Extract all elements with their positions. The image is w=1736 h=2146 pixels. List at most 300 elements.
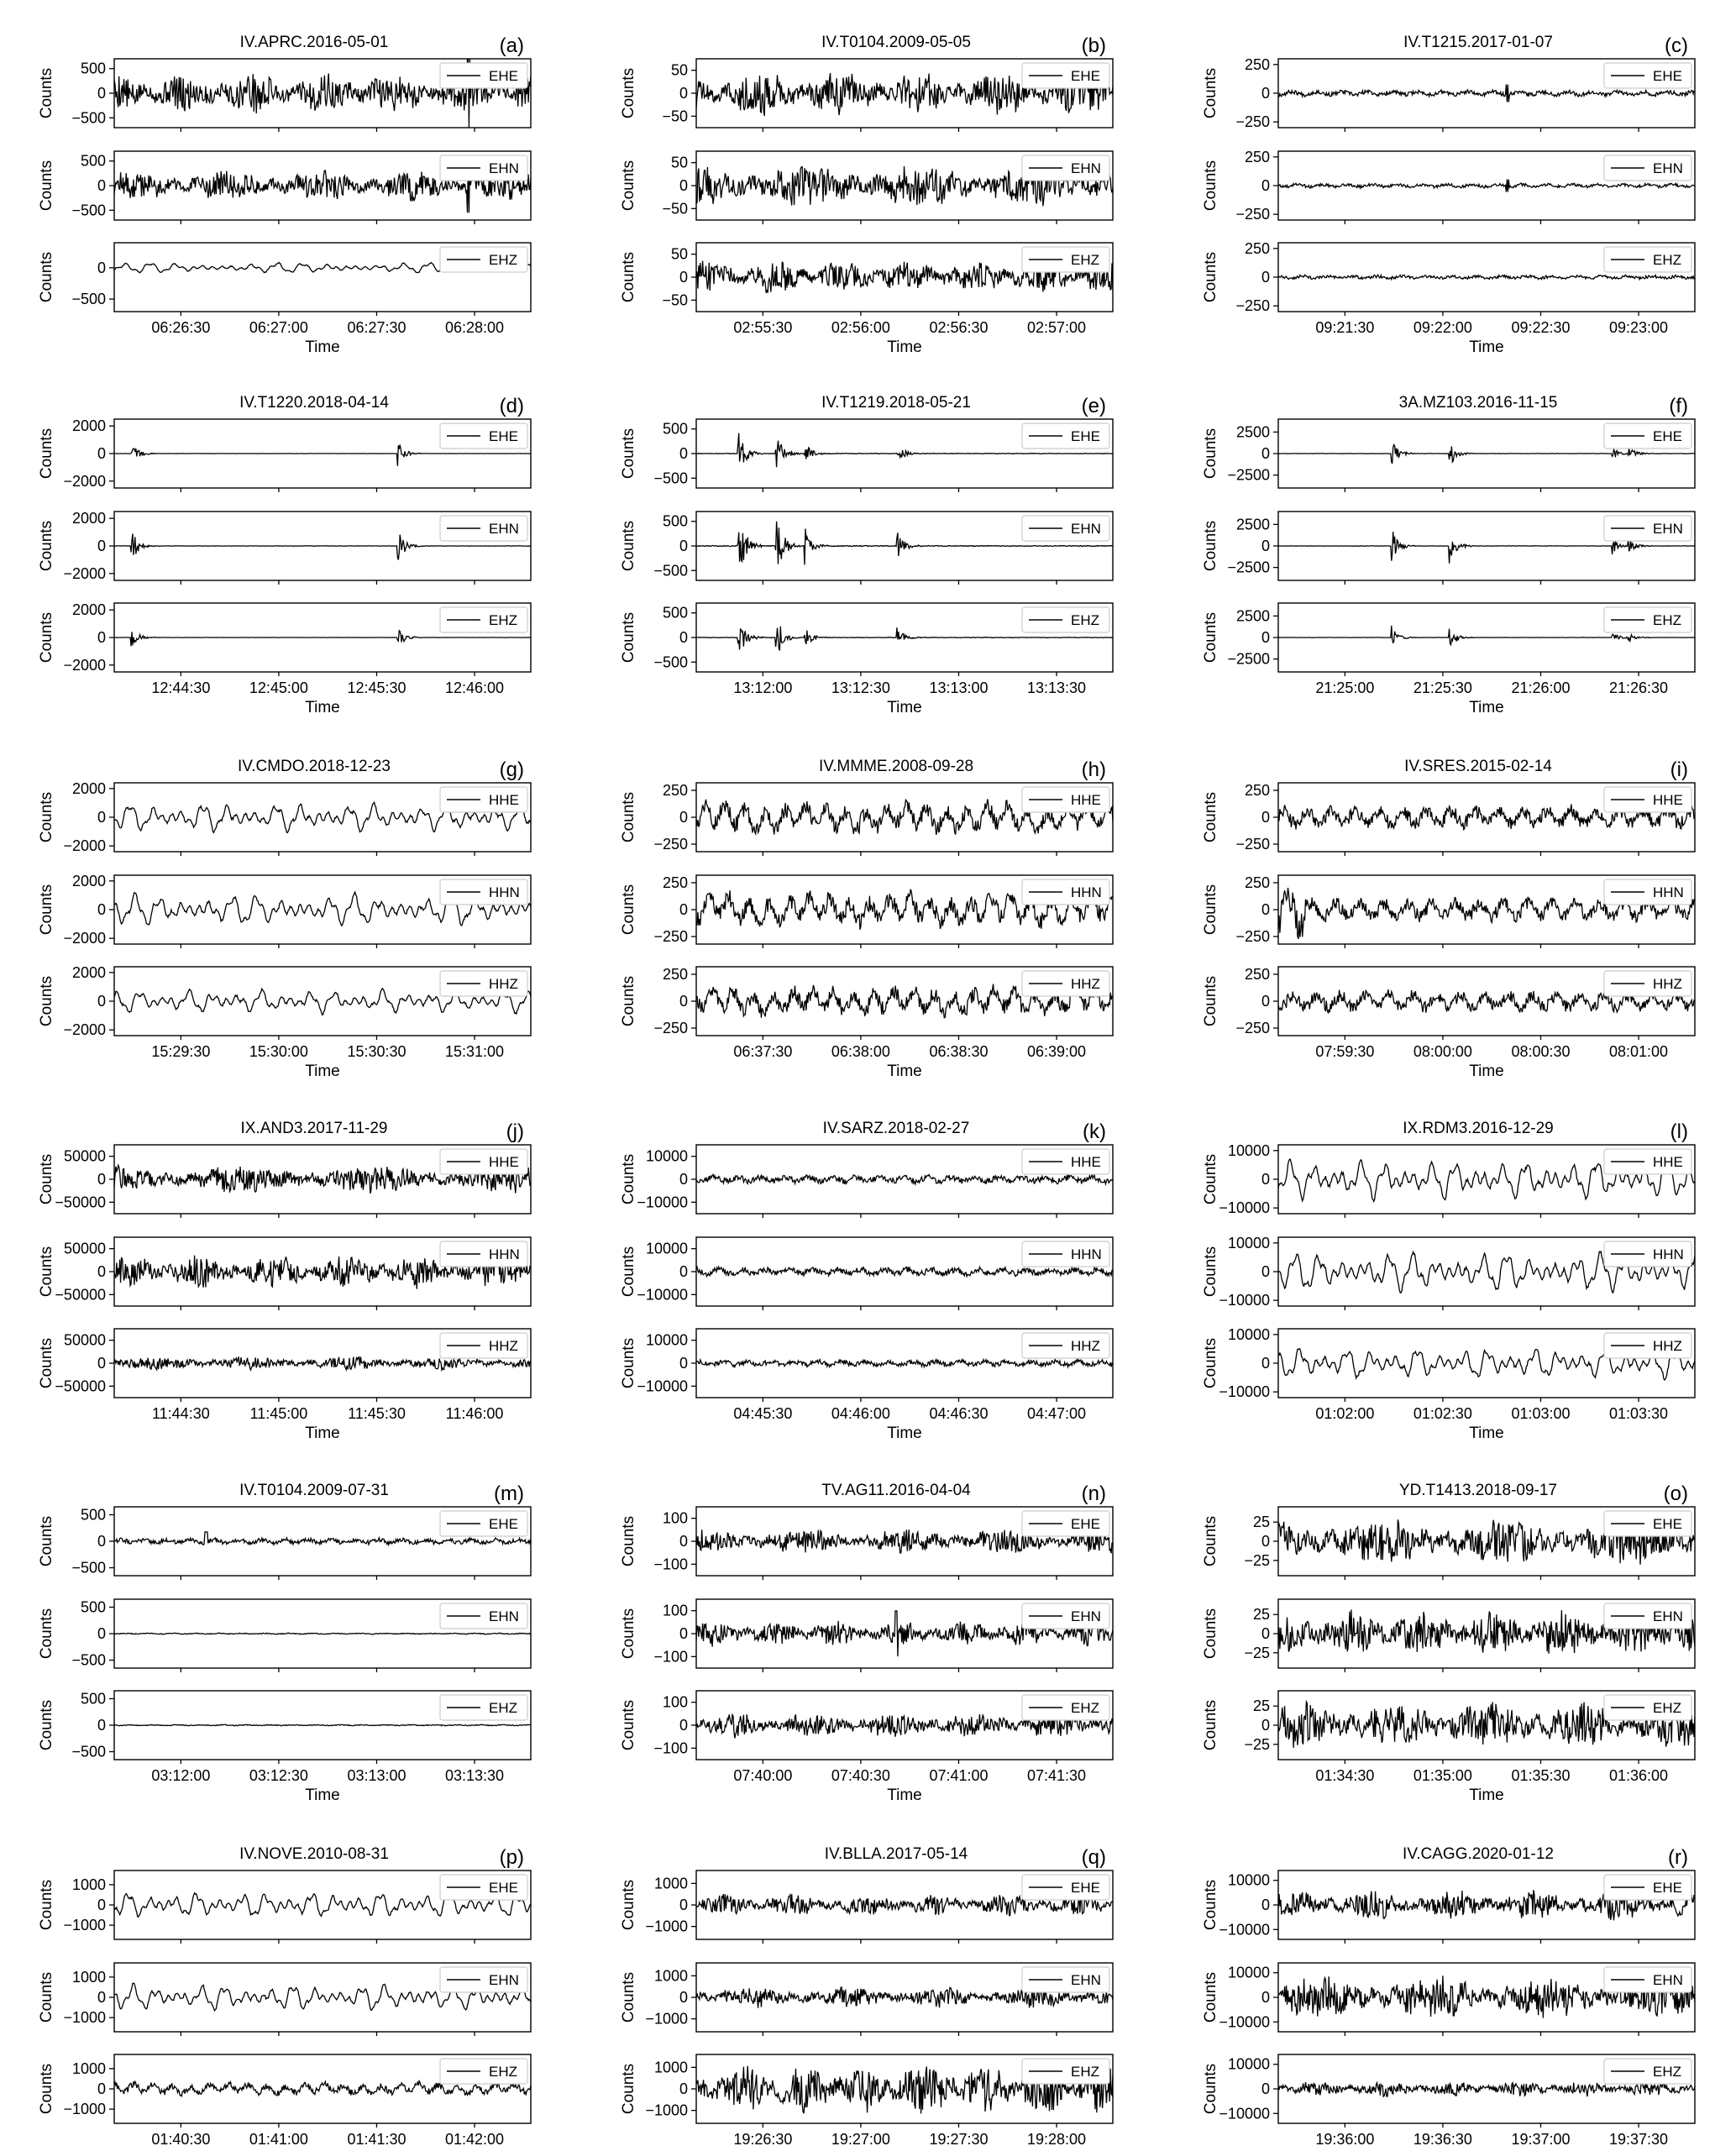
legend: [1022, 787, 1109, 812]
waveform-hhn: [696, 1267, 1113, 1277]
y-tick-label: −10000: [637, 1194, 688, 1211]
x-tick-label: 21:26:00: [1511, 679, 1571, 696]
panel-label: (p): [499, 1846, 524, 1869]
y-tick-label: 0: [97, 177, 106, 194]
y-axis-label: Counts: [38, 160, 55, 212]
x-tick-label: 09:23:00: [1609, 319, 1669, 336]
panel-label: (j): [506, 1120, 524, 1143]
y-tick-label: 0: [679, 809, 688, 826]
legend-label: HHE: [489, 1154, 519, 1170]
y-tick-label: 1000: [71, 2059, 106, 2077]
y-axis-label: Counts: [620, 1337, 637, 1389]
legend-label: EHZ: [1071, 252, 1099, 268]
y-tick-label: −500: [653, 562, 688, 580]
y-tick-label: 0: [679, 1263, 688, 1280]
y-axis-label: Counts: [38, 611, 55, 664]
legend: [1604, 63, 1691, 88]
x-tick-label: 04:46:00: [831, 1405, 890, 1422]
y-tick-label: 0: [97, 993, 106, 1010]
y-tick-label: −10000: [637, 1286, 688, 1304]
subplot-title: IV.BLLA.2017-05-14: [824, 1845, 968, 1863]
subplot-title: IV.T0104.2009-07-31: [239, 1482, 389, 1499]
legend-label: EHE: [1071, 68, 1100, 84]
legend: [1022, 155, 1109, 181]
y-tick-label: 0: [1261, 1171, 1270, 1188]
channel-hhz: [38, 964, 531, 1040]
legend-label: HHZ: [1653, 1338, 1682, 1354]
legend-label: EHE: [489, 428, 518, 444]
y-tick-label: −50: [662, 108, 688, 125]
x-axis-label: Time: [1469, 1425, 1504, 1442]
x-tick-label: 06:27:00: [249, 319, 308, 336]
y-axis-label: Counts: [1202, 975, 1219, 1027]
y-tick-label: 0: [1261, 809, 1270, 826]
legend-label: HHE: [1653, 792, 1683, 808]
x-axis-label: Time: [887, 1063, 922, 1080]
y-axis-label: Counts: [38, 251, 55, 303]
x-tick-label: 11:44:30: [151, 1405, 210, 1422]
channel-ehn: [620, 512, 1113, 585]
x-axis-label: Time: [1469, 1063, 1504, 1080]
legend: [1604, 1333, 1691, 1358]
y-axis-label: Counts: [620, 1246, 637, 1298]
y-tick-label: 25: [1252, 1606, 1270, 1624]
y-tick-label: −2000: [63, 930, 106, 947]
channel-hhe: [1202, 1142, 1695, 1218]
legend-label: EHN: [1653, 521, 1683, 537]
x-tick-label: 13:12:00: [733, 679, 793, 696]
panel-label: (a): [499, 34, 524, 57]
x-tick-label: 08:00:30: [1511, 1043, 1571, 1060]
subplot-title: IV.T1215.2017-01-07: [1403, 34, 1553, 51]
y-axis-label: Counts: [38, 1608, 55, 1660]
panel-label: (r): [1668, 1846, 1688, 1869]
y-tick-label: −250: [1235, 206, 1270, 223]
y-tick-label: 1000: [653, 2059, 688, 2076]
legend: [440, 247, 527, 272]
legend-label: EHE: [1071, 428, 1100, 444]
y-tick-label: −10000: [1219, 1921, 1270, 1939]
y-tick-label: 0: [1261, 445, 1270, 462]
y-tick-label: 10000: [645, 1331, 688, 1349]
legend-label: EHN: [489, 1608, 519, 1624]
y-tick-label: 0: [97, 1263, 106, 1280]
y-axis-label: Counts: [38, 975, 55, 1027]
y-tick-label: −100: [653, 1648, 688, 1666]
y-tick-label: −250: [1235, 928, 1270, 946]
y-tick-label: −500: [71, 109, 106, 127]
legend-label: EHE: [1653, 1880, 1682, 1896]
legend-label: HHN: [1653, 884, 1684, 900]
subplot-title: IV.SRES.2015-02-14: [1404, 758, 1552, 775]
x-tick-label: 02:57:00: [1027, 319, 1087, 336]
y-axis-label: Counts: [1202, 791, 1219, 843]
legend: [1604, 516, 1691, 541]
channel-ehe: [620, 1507, 1113, 1580]
subplot-title: IV.NOVE.2010-08-31: [239, 1845, 389, 1863]
x-tick-label: 09:21:30: [1315, 319, 1375, 336]
x-tick-label: 01:03:00: [1511, 1405, 1571, 1422]
y-tick-label: 0: [97, 629, 106, 646]
y-tick-label: 0: [97, 2080, 106, 2097]
y-tick-label: 25: [1252, 1514, 1270, 1531]
legend-label: EHZ: [489, 2064, 517, 2080]
y-tick-label: 0: [679, 1717, 688, 1734]
y-axis-label: Counts: [1202, 884, 1219, 936]
y-tick-label: 0: [679, 1625, 688, 1642]
y-axis-label: Counts: [1202, 1699, 1219, 1751]
y-axis-label: Counts: [38, 1153, 55, 1205]
y-tick-label: −250: [1235, 113, 1270, 131]
legend: [1604, 247, 1691, 272]
y-tick-label: 250: [662, 874, 688, 891]
channel-ehe: [620, 419, 1113, 492]
x-tick-label: 19:37:00: [1511, 2131, 1571, 2146]
legend-label: EHN: [1653, 160, 1683, 176]
y-axis-label: Counts: [38, 1971, 55, 2023]
x-tick-label: 19:37:30: [1609, 2131, 1669, 2146]
y-tick-label: 0: [679, 269, 688, 286]
y-tick-label: −1000: [645, 2010, 688, 2028]
y-axis-label: Counts: [38, 2063, 55, 2115]
x-tick-label: 01:03:30: [1609, 1405, 1669, 1422]
y-tick-label: 50: [670, 245, 688, 263]
channel-hhz: [1202, 966, 1695, 1040]
y-tick-label: 0: [97, 901, 106, 918]
legend-label: EHN: [1653, 1972, 1683, 1988]
legend-label: EHE: [1653, 428, 1682, 444]
x-tick-label: 06:27:30: [347, 319, 406, 336]
x-tick-label: 01:02:30: [1413, 1405, 1472, 1422]
subplot-c: [1202, 34, 1695, 356]
y-tick-label: 0: [679, 901, 688, 918]
y-axis-label: Counts: [1202, 1153, 1219, 1205]
legend-label: EHZ: [1071, 1700, 1099, 1716]
legend: [1022, 1603, 1109, 1629]
channel-ehn: [1202, 1963, 1695, 2036]
channel-ehe: [1202, 56, 1695, 132]
x-axis-label: Time: [1469, 699, 1504, 716]
channel-ehz: [620, 2054, 1113, 2128]
y-tick-label: −10000: [1219, 1383, 1270, 1401]
y-tick-label: 1000: [653, 1875, 688, 1892]
x-tick-label: 02:56:30: [929, 319, 989, 336]
legend: [440, 423, 527, 449]
legend: [1022, 1333, 1109, 1358]
y-tick-label: 50000: [63, 1331, 106, 1349]
y-axis-label: Counts: [620, 251, 637, 303]
y-axis-label: Counts: [1202, 428, 1219, 480]
waveform-ehn: [114, 1633, 531, 1634]
legend-label: EHZ: [1653, 252, 1681, 268]
x-tick-label: 12:44:30: [151, 679, 211, 696]
y-tick-label: 500: [662, 604, 688, 622]
y-tick-label: −500: [71, 1743, 106, 1760]
x-tick-label: 07:40:00: [733, 1767, 793, 1784]
subplot-j: [38, 1120, 531, 1442]
y-axis-label: Counts: [1202, 520, 1219, 572]
subplot-b: [620, 34, 1113, 356]
channel-ehe: [38, 1506, 531, 1580]
y-tick-label: −250: [653, 836, 688, 853]
legend-label: EHE: [1653, 68, 1682, 84]
legend-label: HHZ: [1071, 1338, 1100, 1354]
legend: [1022, 247, 1109, 272]
channel-hhz: [620, 1329, 1113, 1402]
legend: [1604, 423, 1691, 449]
channel-ehz: [38, 1690, 531, 1764]
panel-label: (l): [1670, 1120, 1688, 1143]
legend: [1604, 1695, 1691, 1720]
y-tick-label: −100: [653, 1739, 688, 1757]
y-axis-label: Counts: [1202, 1608, 1219, 1660]
y-axis-label: Counts: [1202, 67, 1219, 119]
y-axis-label: Counts: [38, 1515, 55, 1567]
x-tick-label: 01:35:30: [1511, 1767, 1571, 1784]
x-tick-label: 15:30:00: [249, 1043, 308, 1060]
panel-label: (b): [1081, 34, 1106, 57]
y-axis-label: Counts: [620, 428, 637, 480]
y-tick-label: −25: [1244, 1644, 1270, 1661]
subplot-r: [1202, 1845, 1695, 2146]
panel-label: (e): [1081, 395, 1106, 417]
y-axis-label: Counts: [38, 520, 55, 572]
x-tick-label: 09:22:00: [1413, 319, 1472, 336]
legend: [1022, 2059, 1109, 2084]
y-tick-label: −250: [1235, 297, 1270, 315]
y-tick-label: 0: [1261, 269, 1270, 286]
y-tick-label: 0: [1261, 85, 1270, 102]
x-tick-label: 01:36:00: [1609, 1767, 1669, 1784]
x-tick-label: 03:12:30: [249, 1767, 308, 1784]
y-axis-label: Counts: [1202, 1515, 1219, 1567]
y-tick-label: 50000: [63, 1240, 106, 1257]
legend-label: HHN: [1071, 1246, 1102, 1262]
legend-label: EHN: [1071, 160, 1101, 176]
legend: [440, 1333, 527, 1358]
y-axis-label: Counts: [620, 67, 637, 119]
y-tick-label: 100: [662, 1602, 688, 1619]
x-tick-label: 12:46:00: [445, 679, 505, 696]
subplot-d: [38, 394, 531, 716]
legend: [440, 516, 527, 541]
y-axis-label: Counts: [620, 611, 637, 664]
legend: [1022, 516, 1109, 541]
y-tick-label: −500: [653, 653, 688, 671]
subplot-title: IV.T1219.2018-05-21: [821, 394, 971, 412]
legend: [1022, 1967, 1109, 1992]
y-axis-label: Counts: [38, 884, 55, 936]
y-tick-label: 0: [679, 1989, 688, 2006]
y-tick-label: −500: [71, 1559, 106, 1577]
legend-label: HHE: [489, 792, 519, 808]
legend: [1604, 787, 1691, 812]
subplot-k: [620, 1120, 1113, 1442]
channel-hhn: [38, 873, 531, 948]
y-tick-label: 250: [1244, 781, 1270, 799]
x-tick-label: 07:41:30: [1027, 1767, 1087, 1784]
x-tick-label: 01:35:00: [1413, 1767, 1472, 1784]
y-tick-label: −10000: [1219, 1292, 1270, 1309]
subplot-title: IV.CMDO.2018-12-23: [237, 758, 391, 775]
y-tick-label: 500: [80, 1690, 106, 1708]
x-tick-label: 03:12:00: [151, 1767, 211, 1784]
panel-label: (q): [1081, 1846, 1106, 1869]
x-tick-label: 01:02:00: [1315, 1405, 1375, 1422]
channel-ehe: [1202, 1507, 1695, 1580]
y-tick-label: 0: [1261, 538, 1270, 554]
legend-label: HHZ: [489, 976, 518, 992]
y-tick-label: 0: [1261, 993, 1270, 1010]
legend: [440, 1511, 527, 1536]
x-tick-label: 04:45:30: [733, 1405, 793, 1422]
subplot-l: [1202, 1120, 1695, 1442]
x-tick-label: 15:29:30: [151, 1043, 211, 1060]
x-axis-label: Time: [305, 1425, 340, 1442]
legend: [440, 607, 527, 632]
y-tick-label: 10000: [1227, 1871, 1270, 1889]
y-axis-label: Counts: [1202, 1246, 1219, 1298]
channel-ehe: [38, 417, 531, 492]
y-tick-label: −500: [71, 1651, 106, 1669]
legend-label: EHZ: [1653, 612, 1681, 628]
y-tick-label: −10000: [1219, 2105, 1270, 2122]
y-tick-label: −2000: [63, 472, 106, 490]
x-axis-label: Time: [887, 1425, 922, 1442]
channel-hhe: [620, 1145, 1113, 1218]
waveform-hhz: [114, 1356, 531, 1370]
x-tick-label: 08:01:00: [1609, 1043, 1669, 1060]
y-tick-label: −2000: [63, 837, 106, 855]
subplot-n: [620, 1482, 1113, 1804]
y-axis-label: Counts: [620, 1971, 637, 2023]
x-axis-label: Time: [887, 338, 922, 356]
y-tick-label: 250: [1244, 874, 1270, 891]
y-tick-label: 500: [80, 60, 106, 77]
subplot-title: IX.AND3.2017-11-29: [240, 1120, 388, 1137]
y-tick-label: −25: [1244, 1735, 1270, 1753]
y-tick-label: −10000: [637, 1377, 688, 1395]
y-tick-label: 0: [679, 2080, 688, 2097]
x-tick-label: 11:45:00: [249, 1405, 308, 1422]
y-axis-label: Counts: [1202, 1337, 1219, 1389]
legend-label: EHZ: [489, 252, 517, 268]
x-tick-label: 12:45:00: [249, 679, 308, 696]
y-tick-label: 25: [1252, 1697, 1270, 1715]
y-tick-label: −2500: [1227, 650, 1270, 668]
y-tick-label: 0: [679, 538, 688, 554]
y-tick-label: 10000: [645, 1240, 688, 1257]
legend-label: EHE: [489, 1880, 518, 1896]
subplot-h: [620, 758, 1113, 1080]
legend-label: EHN: [489, 160, 519, 176]
subplot-title: IV.T1220.2018-04-14: [239, 394, 389, 412]
y-tick-label: −1000: [645, 1918, 688, 1935]
panel-label: (d): [499, 395, 524, 417]
subplot-title: IV.APRC.2016-05-01: [239, 34, 389, 51]
channel-ehe: [620, 59, 1113, 132]
y-tick-label: 250: [1244, 55, 1270, 73]
x-tick-label: 01:42:00: [445, 2131, 505, 2146]
y-tick-label: 1000: [71, 1876, 106, 1893]
y-tick-label: 0: [1261, 1533, 1270, 1550]
panel-label: (f): [1669, 395, 1688, 417]
y-axis-label: Counts: [38, 1246, 55, 1298]
x-axis-label: Time: [1469, 338, 1504, 356]
x-axis-label: Time: [887, 1787, 922, 1804]
x-axis-label: Time: [1469, 1787, 1504, 1804]
y-axis-label: Counts: [1202, 251, 1219, 303]
y-tick-label: −100: [653, 1556, 688, 1573]
x-tick-label: 19:27:30: [929, 2131, 989, 2146]
subplot-q: [620, 1845, 1113, 2146]
legend: [440, 1695, 527, 1720]
channel-ehz: [38, 243, 531, 316]
y-tick-label: 2000: [71, 872, 106, 889]
legend: [1604, 155, 1691, 181]
y-axis-label: Counts: [38, 1879, 55, 1931]
y-tick-label: 0: [679, 1897, 688, 1913]
y-axis-label: Counts: [38, 1699, 55, 1751]
legend: [1604, 1241, 1691, 1267]
y-tick-label: 50: [670, 61, 688, 79]
channel-ehz: [1202, 240, 1695, 316]
y-axis-label: Counts: [1202, 1971, 1219, 2023]
x-tick-label: 04:47:00: [1027, 1405, 1087, 1422]
x-tick-label: 21:26:30: [1609, 679, 1669, 696]
legend-label: HHZ: [1653, 976, 1682, 992]
y-tick-label: 500: [662, 512, 688, 530]
y-axis-label: Counts: [620, 1699, 637, 1751]
legend: [440, 155, 527, 181]
legend: [440, 2059, 527, 2084]
y-tick-label: −25: [1244, 1551, 1270, 1569]
legend: [1604, 1603, 1691, 1629]
legend-label: EHZ: [489, 1700, 517, 1716]
x-tick-label: 06:38:30: [929, 1043, 989, 1060]
y-tick-label: 0: [97, 538, 106, 554]
channel-ehn: [620, 1599, 1113, 1672]
y-tick-label: 250: [1244, 965, 1270, 983]
legend: [1022, 63, 1109, 88]
x-tick-label: 01:41:00: [249, 2131, 308, 2146]
y-tick-label: 0: [679, 629, 688, 646]
x-axis-label: Time: [305, 699, 340, 716]
y-tick-label: −2000: [63, 564, 106, 582]
panel-label: (n): [1081, 1482, 1106, 1505]
x-axis-label: Time: [305, 1063, 340, 1080]
x-tick-label: 03:13:30: [445, 1767, 505, 1784]
legend: [440, 971, 527, 996]
y-tick-label: 2000: [71, 963, 106, 981]
legend-label: EHZ: [1071, 612, 1099, 628]
legend: [440, 63, 527, 88]
legend-label: EHZ: [1071, 2064, 1099, 2080]
x-tick-label: 13:13:30: [1027, 679, 1087, 696]
panel-label: (m): [494, 1482, 524, 1505]
y-axis-label: Counts: [620, 1608, 637, 1660]
legend: [1022, 1875, 1109, 1900]
channel-ehz: [620, 243, 1113, 316]
legend-label: EHN: [1071, 521, 1101, 537]
y-tick-label: −2000: [63, 656, 106, 674]
x-tick-label: 06:28:00: [445, 319, 505, 336]
x-tick-label: 19:36:30: [1413, 2131, 1472, 2146]
panel-label: (g): [499, 758, 524, 781]
y-tick-label: 0: [1261, 1989, 1270, 2006]
y-tick-label: 0: [679, 85, 688, 102]
y-tick-label: 0: [679, 1171, 688, 1188]
